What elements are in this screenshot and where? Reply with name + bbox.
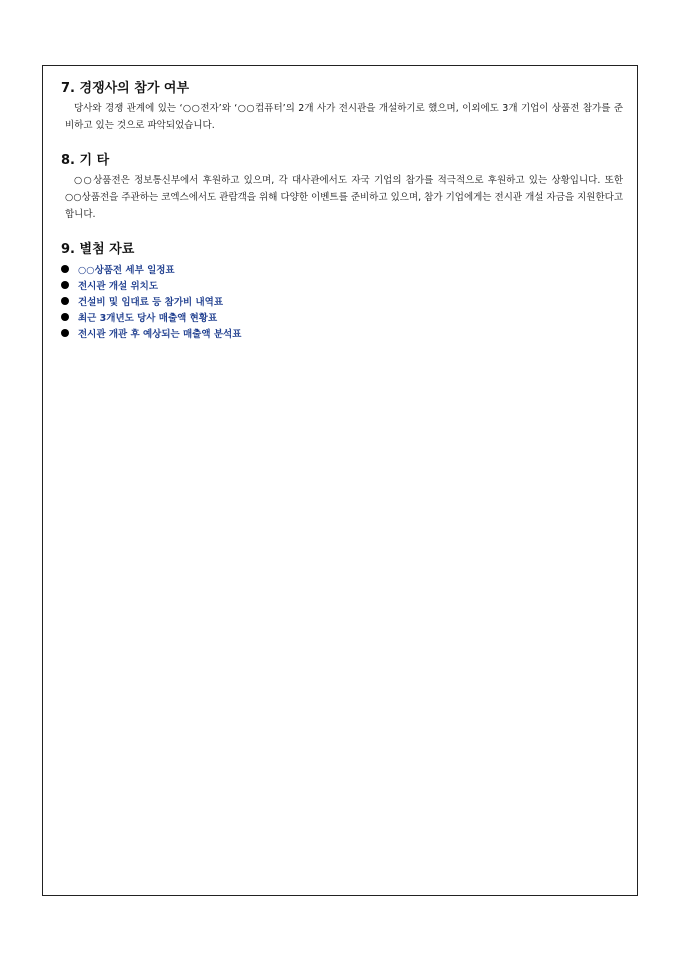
attachment-label: 전시관 개설 위치도 bbox=[78, 281, 159, 292]
bullet-icon bbox=[61, 281, 69, 289]
section-body: 당사와 경쟁 관계에 있는 ‘○○전자’와 ‘○○컴퓨터’의 2개 사가 전시관을 개설하기로 했으며, 이외에도 3개 기업이 상품전 참가를 준비하고 있는 것으로 파악되었습니다. bbox=[65, 103, 623, 131]
section-heading: 9. 별첨 자료 bbox=[61, 242, 135, 257]
attachment-item bbox=[61, 293, 623, 309]
bullet-icon bbox=[61, 329, 69, 337]
bullet-icon bbox=[61, 313, 69, 321]
attachment-item bbox=[61, 309, 623, 325]
section-heading: 7. 경쟁사의 참가 여부 bbox=[61, 81, 190, 96]
attachment-label: 최근 3개년도 당사 매출액 현황표 bbox=[78, 313, 218, 324]
section-attachments bbox=[61, 241, 623, 341]
document-page bbox=[42, 65, 638, 896]
section-competitor-participation bbox=[61, 80, 623, 134]
attachment-label: ○○상품전 세부 일정표 bbox=[78, 265, 175, 276]
section-body: ○○상품전은 정보통신부에서 후원하고 있으며, 각 대사관에서도 자국 기업의 참가를 적극적으로 후원하고 있는 상황입니다. 또한 ○○상품전을 주관하는 코엑스에서도 관람객을 위해 다양한 이벤트를 준비하고 있으며, 참가 기업에게는 전시관 개설 자금을 지원한다고 합니다. bbox=[65, 175, 623, 220]
attachment-label: 건설비 및 임대료 등 참가비 내역표 bbox=[78, 297, 224, 308]
attachment-label: 전시관 개관 후 예상되는 매출액 분석표 bbox=[78, 329, 242, 340]
section-other bbox=[61, 152, 623, 223]
attachment-item bbox=[61, 325, 623, 341]
bullet-icon bbox=[61, 297, 69, 305]
attachment-item bbox=[61, 261, 623, 277]
attachment-item bbox=[61, 277, 623, 293]
document-content bbox=[61, 80, 623, 359]
bullet-icon bbox=[61, 265, 69, 273]
attachment-list bbox=[61, 261, 623, 341]
section-heading: 8. 기 타 bbox=[61, 153, 110, 168]
